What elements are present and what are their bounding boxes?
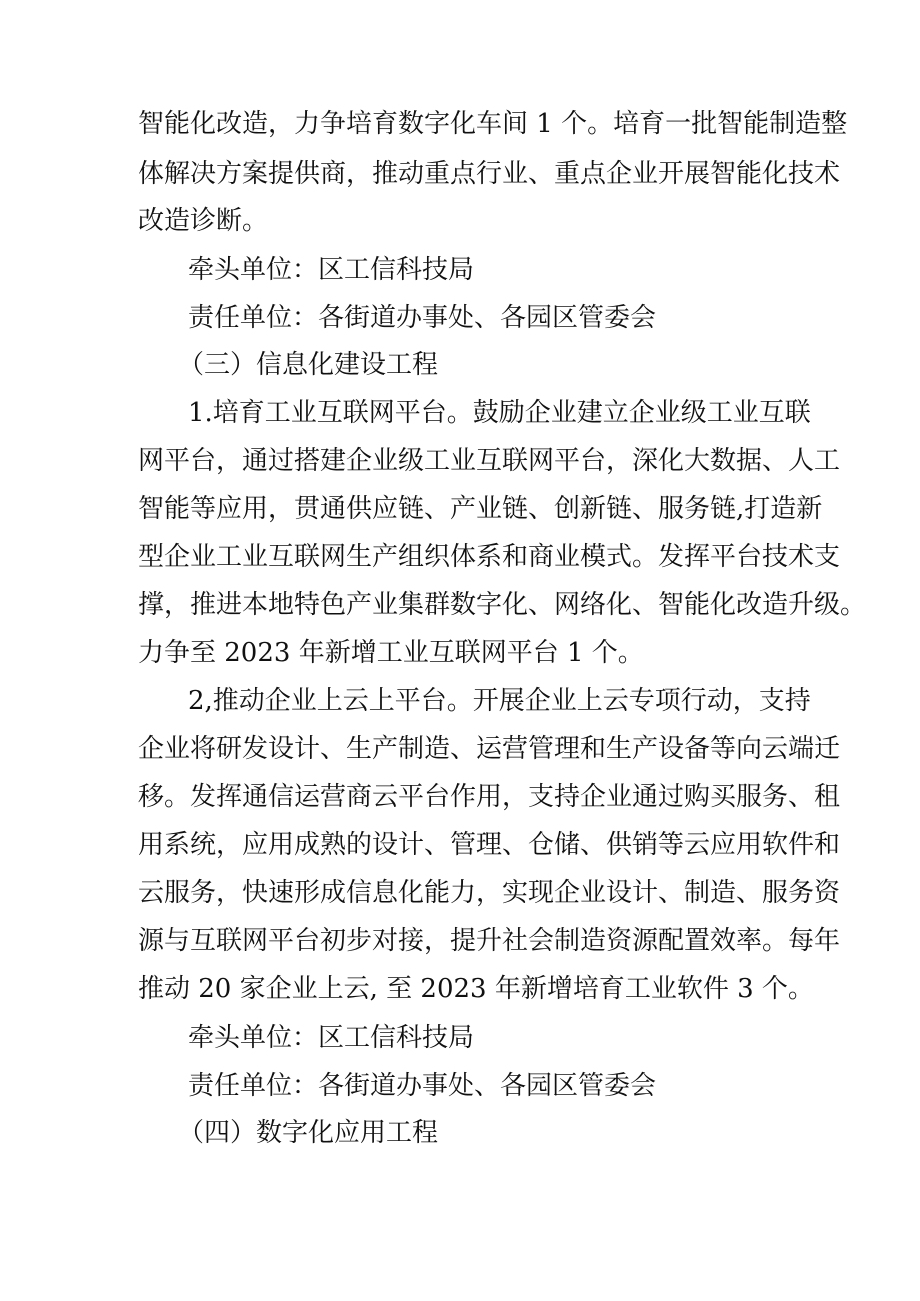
responsible-unit-2: 责任单位：各街道办事处、各园区管委会: [188, 1071, 657, 1101]
paragraph-1-line-1: 智能化改造，力争培育数字化车间 1 个。培育一批智能制造整: [138, 109, 848, 139]
section-3-heading: （三）信息化建设工程: [178, 350, 439, 380]
paragraph-2-line-2: 网平台，通过搭建企业级工业互联网平台，深化大数据、人工: [138, 446, 841, 476]
paragraph-2-line-1: 1.培育工业互联网平台。鼓励企业建立企业级工业互联: [188, 398, 811, 428]
paragraph-3-line-1: 2,推动企业上云上平台。开展企业上云专项行动，支持: [188, 686, 811, 716]
paragraph-3-line-6: 源与互联网平台初步对接，提升社会制造资源配置效率。每年: [138, 926, 841, 956]
lead-unit-2: 牵头单位：区工信科技局: [188, 1023, 475, 1053]
paragraph-1-line-2: 体解决方案提供商，推动重点行业、重点企业开展智能化技术: [138, 159, 841, 189]
paragraph-3-line-2: 企业将研发设计、生产制造、运营管理和生产设备等向云端迁: [138, 734, 841, 764]
lead-unit-1: 牵头单位：区工信科技局: [188, 255, 475, 285]
paragraph-3-line-3: 移。发挥通信运营商云平台作用，支持企业通过购买服务、租: [138, 782, 841, 812]
responsible-unit-1: 责任单位：各街道办事处、各园区管委会: [188, 303, 657, 333]
section-4-heading: （四）数字化应用工程: [178, 1118, 439, 1148]
paragraph-2-line-3: 智能等应用，贯通供应链、产业链、创新链、服务链,打造新: [138, 494, 823, 524]
paragraph-3-line-7: 推动 20 家企业上云, 至 2023 年新增培育工业软件 3 个。: [138, 974, 814, 1004]
paragraph-2-line-4: 型企业工业互联网生产组织体系和商业模式。发挥平台技术支: [138, 542, 841, 572]
paragraph-2-line-6: 力争至 2023 年新增工业互联网平台 1 个。: [138, 638, 644, 668]
paragraph-1-line-3: 改造诊断。: [138, 206, 269, 236]
paragraph-3-line-5: 云服务，快速形成信息化能力，实现企业设计、制造、服务资: [138, 878, 841, 908]
paragraph-3-line-4: 用系统，应用成熟的设计、管理、仓储、供销等云应用软件和: [138, 830, 841, 860]
paragraph-2-line-5: 撑，推进本地特色产业集群数字化、网络化、智能化改造升级。: [138, 590, 867, 620]
